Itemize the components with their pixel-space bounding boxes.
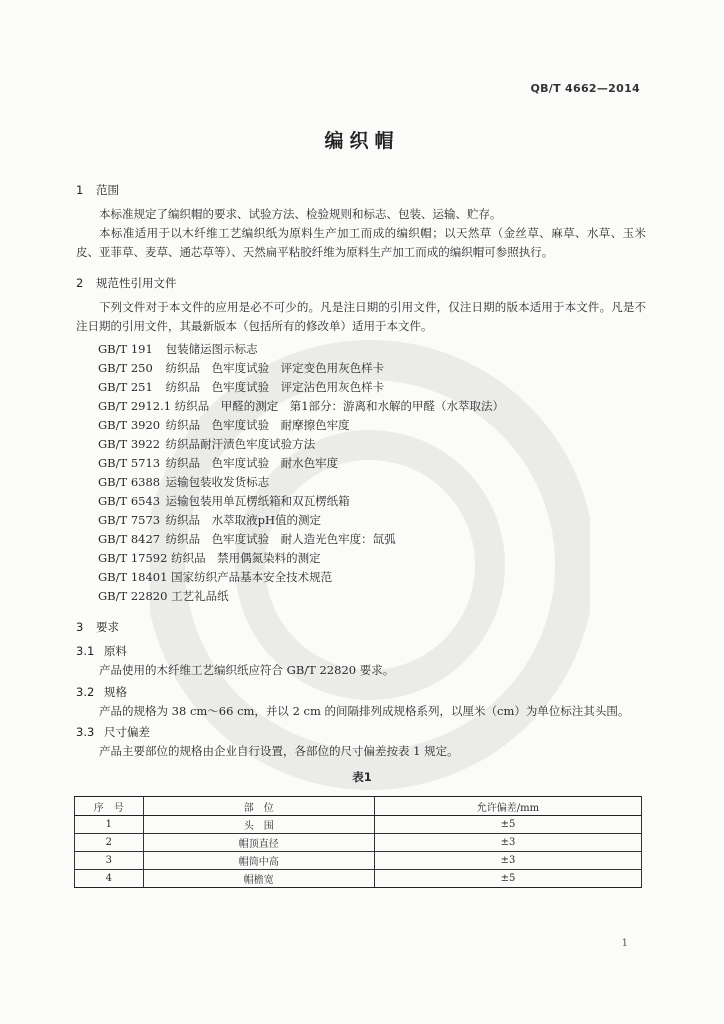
reference-code: GB/T 3920 <box>98 418 161 432</box>
section-number: 3 <box>76 620 84 634</box>
reference-title: 包装储运图示标志 <box>165 342 258 356</box>
reference-item <box>98 493 350 509</box>
table-row <box>75 870 642 888</box>
reference-title: 纺织品 色牢度试验 耐水色牢度 <box>165 456 339 470</box>
reference-title: 运输包装收发货标志 <box>165 475 270 489</box>
section-3-heading <box>76 619 119 635</box>
reference-code: GB/T 7573 <box>98 513 161 527</box>
section-title: 要求 <box>96 620 119 634</box>
page-number: 1 <box>621 938 628 949</box>
cell-part: 头 围 <box>143 816 374 834</box>
reference-item <box>98 360 384 376</box>
subsection-title: 尺寸偏差 <box>104 725 150 739</box>
cell-index: 3 <box>75 852 144 870</box>
subsection-3-2-heading <box>76 684 127 700</box>
cell-tolerance: ±5 <box>374 816 641 834</box>
subsection-number: 3.3 <box>76 725 95 739</box>
table-row <box>75 834 642 852</box>
reference-title: 纺织品 色牢度试验 评定沾色用灰色样卡 <box>165 380 385 394</box>
section-1-paragraph-1: 本标准规定了编织帽的要求、试验方法、检验规则和标志、包装、运输、贮存。 <box>99 207 502 221</box>
subsection-number: 3.2 <box>76 685 95 699</box>
column-header-tolerance: 允许偏差/mm <box>374 797 641 816</box>
subsection-3-3-text: 产品主要部位的规格由企业自行设置，各部位的尺寸偏差按表 1 规定。 <box>99 744 459 758</box>
subsection-title: 规格 <box>104 685 127 699</box>
reference-code: GB/T 2912.1 <box>98 399 172 413</box>
subsection-3-2-text: 产品的规格为 38 cm～66 cm，并以 2 cm 的间隔排列成规格系列，以厘米（cm）为单位标注其头围。 <box>99 704 630 718</box>
reference-code: GB/T 5713 <box>98 456 161 470</box>
reference-code: GB/T 22820 <box>98 589 168 603</box>
reference-item <box>98 569 332 585</box>
cell-index: 2 <box>75 834 144 852</box>
cell-tolerance: ±5 <box>374 870 641 888</box>
reference-code: GB/T 6543 <box>98 494 161 508</box>
reference-item <box>98 417 350 433</box>
section-2-intro: 下列文件对于本文件的应用是必不可少的。凡是注日期的引用文件，仅注日期的版本适用于本文件。凡是不注日期的引用文件，其最新版本（包括所有的修改单）适用于本文件。 <box>76 300 646 333</box>
column-header-index: 序 号 <box>75 797 144 816</box>
reference-title: 纺织品 色牢度试验 耐人造光色牢度：氙弧 <box>165 532 396 546</box>
section-title: 规范性引用文件 <box>96 276 177 290</box>
cell-part: 帽筒中高 <box>143 852 374 870</box>
subsection-title: 原料 <box>104 644 127 658</box>
column-header-part: 部 位 <box>143 797 374 816</box>
table-row <box>75 816 642 834</box>
reference-title: 国家纺织产品基本安全技术规范 <box>171 570 333 584</box>
reference-item <box>98 379 384 395</box>
reference-title: 工艺礼品纸 <box>171 589 229 603</box>
reference-code: GB/T 251 <box>98 380 153 394</box>
tolerance-table <box>74 796 642 888</box>
table-caption: 表1 <box>352 770 372 784</box>
section-number: 1 <box>76 183 84 197</box>
reference-title: 运输包装用单瓦楞纸箱和双瓦楞纸箱 <box>165 494 350 508</box>
reference-title: 纺织品 色牢度试验 评定变色用灰色样卡 <box>165 361 385 375</box>
reference-item <box>98 531 396 547</box>
cell-index: 4 <box>75 870 144 888</box>
table-header-row <box>75 797 642 816</box>
subsection-3-1-text: 产品使用的木纤维工艺编织纸应符合 GB/T 22820 要求。 <box>99 663 395 677</box>
section-number: 2 <box>76 276 84 290</box>
reference-item <box>98 436 315 452</box>
reference-code: GB/T 18401 <box>98 570 168 584</box>
subsection-3-1-heading <box>76 643 127 659</box>
cell-tolerance: ±3 <box>374 834 641 852</box>
reference-title: 纺织品 色牢度试验 耐摩擦色牢度 <box>165 418 350 432</box>
cell-index: 1 <box>75 816 144 834</box>
reference-code: GB/T 191 <box>98 342 153 356</box>
reference-item <box>98 550 321 566</box>
standard-code: QB/T 4662—2014 <box>530 82 640 95</box>
reference-code: GB/T 17592 <box>98 551 168 565</box>
cell-tolerance: ±3 <box>374 852 641 870</box>
section-1-heading <box>76 182 119 198</box>
reference-title: 纺织品 水萃取液pH值的测定 <box>165 513 322 527</box>
reference-item <box>98 455 338 471</box>
cell-part: 帽顶直径 <box>143 834 374 852</box>
document-title: 编织帽 <box>324 130 400 152</box>
reference-item <box>98 474 269 490</box>
reference-code: GB/T 8427 <box>98 532 161 546</box>
reference-code: GB/T 250 <box>98 361 153 375</box>
cell-part: 帽檐宽 <box>143 870 374 888</box>
subsection-number: 3.1 <box>76 644 95 658</box>
table-row <box>75 852 642 870</box>
reference-item <box>98 398 504 414</box>
reference-item <box>98 341 258 357</box>
reference-title: 纺织品 甲醛的测定 第1部分：游离和水解的甲醛（水萃取法） <box>174 399 505 413</box>
section-2-heading <box>76 275 177 291</box>
section-title: 范围 <box>96 183 119 197</box>
reference-code: GB/T 3922 <box>98 437 161 451</box>
reference-title: 纺织品 禁用偶氮染料的测定 <box>171 551 321 565</box>
reference-code: GB/T 6388 <box>98 475 161 489</box>
reference-title: 纺织品耐汗渍色牢度试验方法 <box>165 437 316 451</box>
reference-item <box>98 512 321 528</box>
reference-item <box>98 588 229 604</box>
section-1-paragraph-2: 本标准适用于以木纤维工艺编织纸为原料生产加工而成的编织帽；以天然草（金丝草、麻草、水草、玉米皮、亚菲草、麦草、通芯草等）、天然扁平粘胶纤维为原料生产加工而成的编织帽可参照执行。 <box>76 226 646 259</box>
subsection-3-3-heading <box>76 724 150 740</box>
